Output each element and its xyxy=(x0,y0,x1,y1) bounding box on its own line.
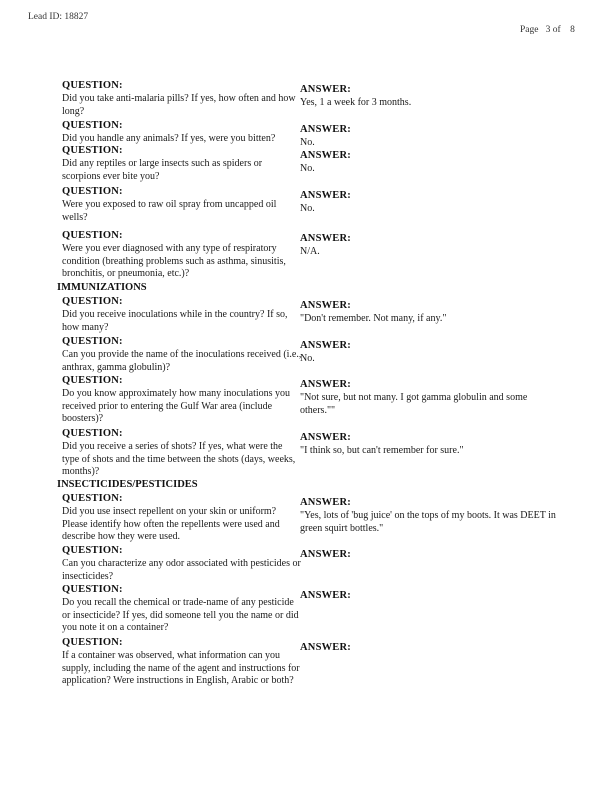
question-text: Did you take anti-malaria pills? If yes, how often and how long? xyxy=(62,93,296,117)
question-label: QUESTION: xyxy=(62,584,123,595)
question-text: If a container was observed, what information can you supply, including the name of the agent and instructions for application? Were instructions in English, Arabic or both? xyxy=(62,650,300,686)
question-label: QUESTION: xyxy=(62,80,123,91)
question-text: Do you recall the chemical or trade-name of any pesticide or insecticide? If yes, did someone tell you the name or did you note it on a container? xyxy=(62,597,299,633)
answer-text: No. xyxy=(300,353,315,364)
answer-text: "I think so, but can't remember for sure." xyxy=(300,445,464,456)
answer-text: N/A. xyxy=(300,246,320,257)
question-text: Did you handle any animals? If yes, were you bitten? xyxy=(62,133,276,144)
answer-label: ANSWER: xyxy=(300,642,351,653)
page-indicator xyxy=(520,25,600,35)
page-total: 8 xyxy=(570,25,575,35)
question-text: Did you receive a series of shots? If yes, what were the type of shots and the time between the shots (days, weeks, months)? xyxy=(62,441,296,477)
answer-label: ANSWER: xyxy=(300,432,351,443)
answer-label: ANSWER: xyxy=(300,233,351,244)
question-text: Can you provide the name of the inoculations received (i.e., anthrax, gamma globulin)? xyxy=(62,349,302,373)
answer-label: ANSWER: xyxy=(300,497,351,508)
answer-label: ANSWER: xyxy=(300,84,351,95)
question-text: Can you characterize any odor associated with pesticides or insecticides? xyxy=(62,558,301,582)
answer-label: ANSWER: xyxy=(300,340,351,351)
answer-label: ANSWER: xyxy=(300,549,351,560)
page-number: 3 xyxy=(545,25,551,35)
question-label: QUESTION: xyxy=(62,545,123,556)
answer-text: No. xyxy=(300,203,315,214)
question-label: QUESTION: xyxy=(62,375,123,386)
question-label: QUESTION: xyxy=(62,493,123,504)
answer-label: ANSWER: xyxy=(300,190,351,201)
answer-text: "Not sure, but not many. I got gamma globulin and some others."" xyxy=(300,392,528,416)
lead-id: Lead ID: 18827 xyxy=(28,12,89,22)
question-label: QUESTION: xyxy=(62,428,123,439)
question-label: QUESTION: xyxy=(62,296,123,307)
question-text: Were you ever diagnosed with any type of respiratory condition (breathing problems such as asthma, sinusitis, bronchitis, or pneumonia, etc.)? xyxy=(62,243,286,279)
answer-text: No. xyxy=(300,137,315,148)
section-heading-immunizations: IMMUNIZATIONS xyxy=(57,282,147,293)
answer-label: ANSWER: xyxy=(300,379,351,390)
answer-text: "Yes, lots of 'bug juice' on the tops of my boots. It was DEET in green squirt bottles." xyxy=(300,510,556,534)
answer-label: ANSWER: xyxy=(300,150,351,161)
question-text: Did you use insect repellent on your skin or uniform? Please identify how often the repellents were used and describe how they were used. xyxy=(62,506,280,542)
question-label: QUESTION: xyxy=(62,120,123,131)
question-text: Do you know approximately how many inoculations you received prior to entering the Gulf War area (include boosters)? xyxy=(62,388,291,424)
section-heading-insecticides: INSECTICIDES/PESTICIDES xyxy=(57,479,198,490)
answer-text: "Don't remember. Not many, if any." xyxy=(300,313,447,324)
answer-label: ANSWER: xyxy=(300,124,351,135)
answer-text: Yes, 1 a week for 3 months. xyxy=(300,97,412,108)
of-label: of xyxy=(552,25,561,35)
answer-text: No. xyxy=(300,163,315,174)
question-label: QUESTION: xyxy=(62,145,123,156)
answer-label: ANSWER: xyxy=(300,590,351,601)
page-label: Page xyxy=(520,25,539,35)
question-text: Did any reptiles or large insects such as spiders or scorpions ever bite you? xyxy=(62,158,263,182)
question-label: QUESTION: xyxy=(62,336,123,347)
question-label: QUESTION: xyxy=(62,186,123,197)
answer-label: ANSWER: xyxy=(300,300,351,311)
question-text: Did you receive inoculations while in the country? If so, how many? xyxy=(62,309,288,333)
question-text: Were you exposed to raw oil spray from uncapped oil wells? xyxy=(62,199,277,223)
question-label: QUESTION: xyxy=(62,637,123,648)
question-label: QUESTION: xyxy=(62,230,123,241)
